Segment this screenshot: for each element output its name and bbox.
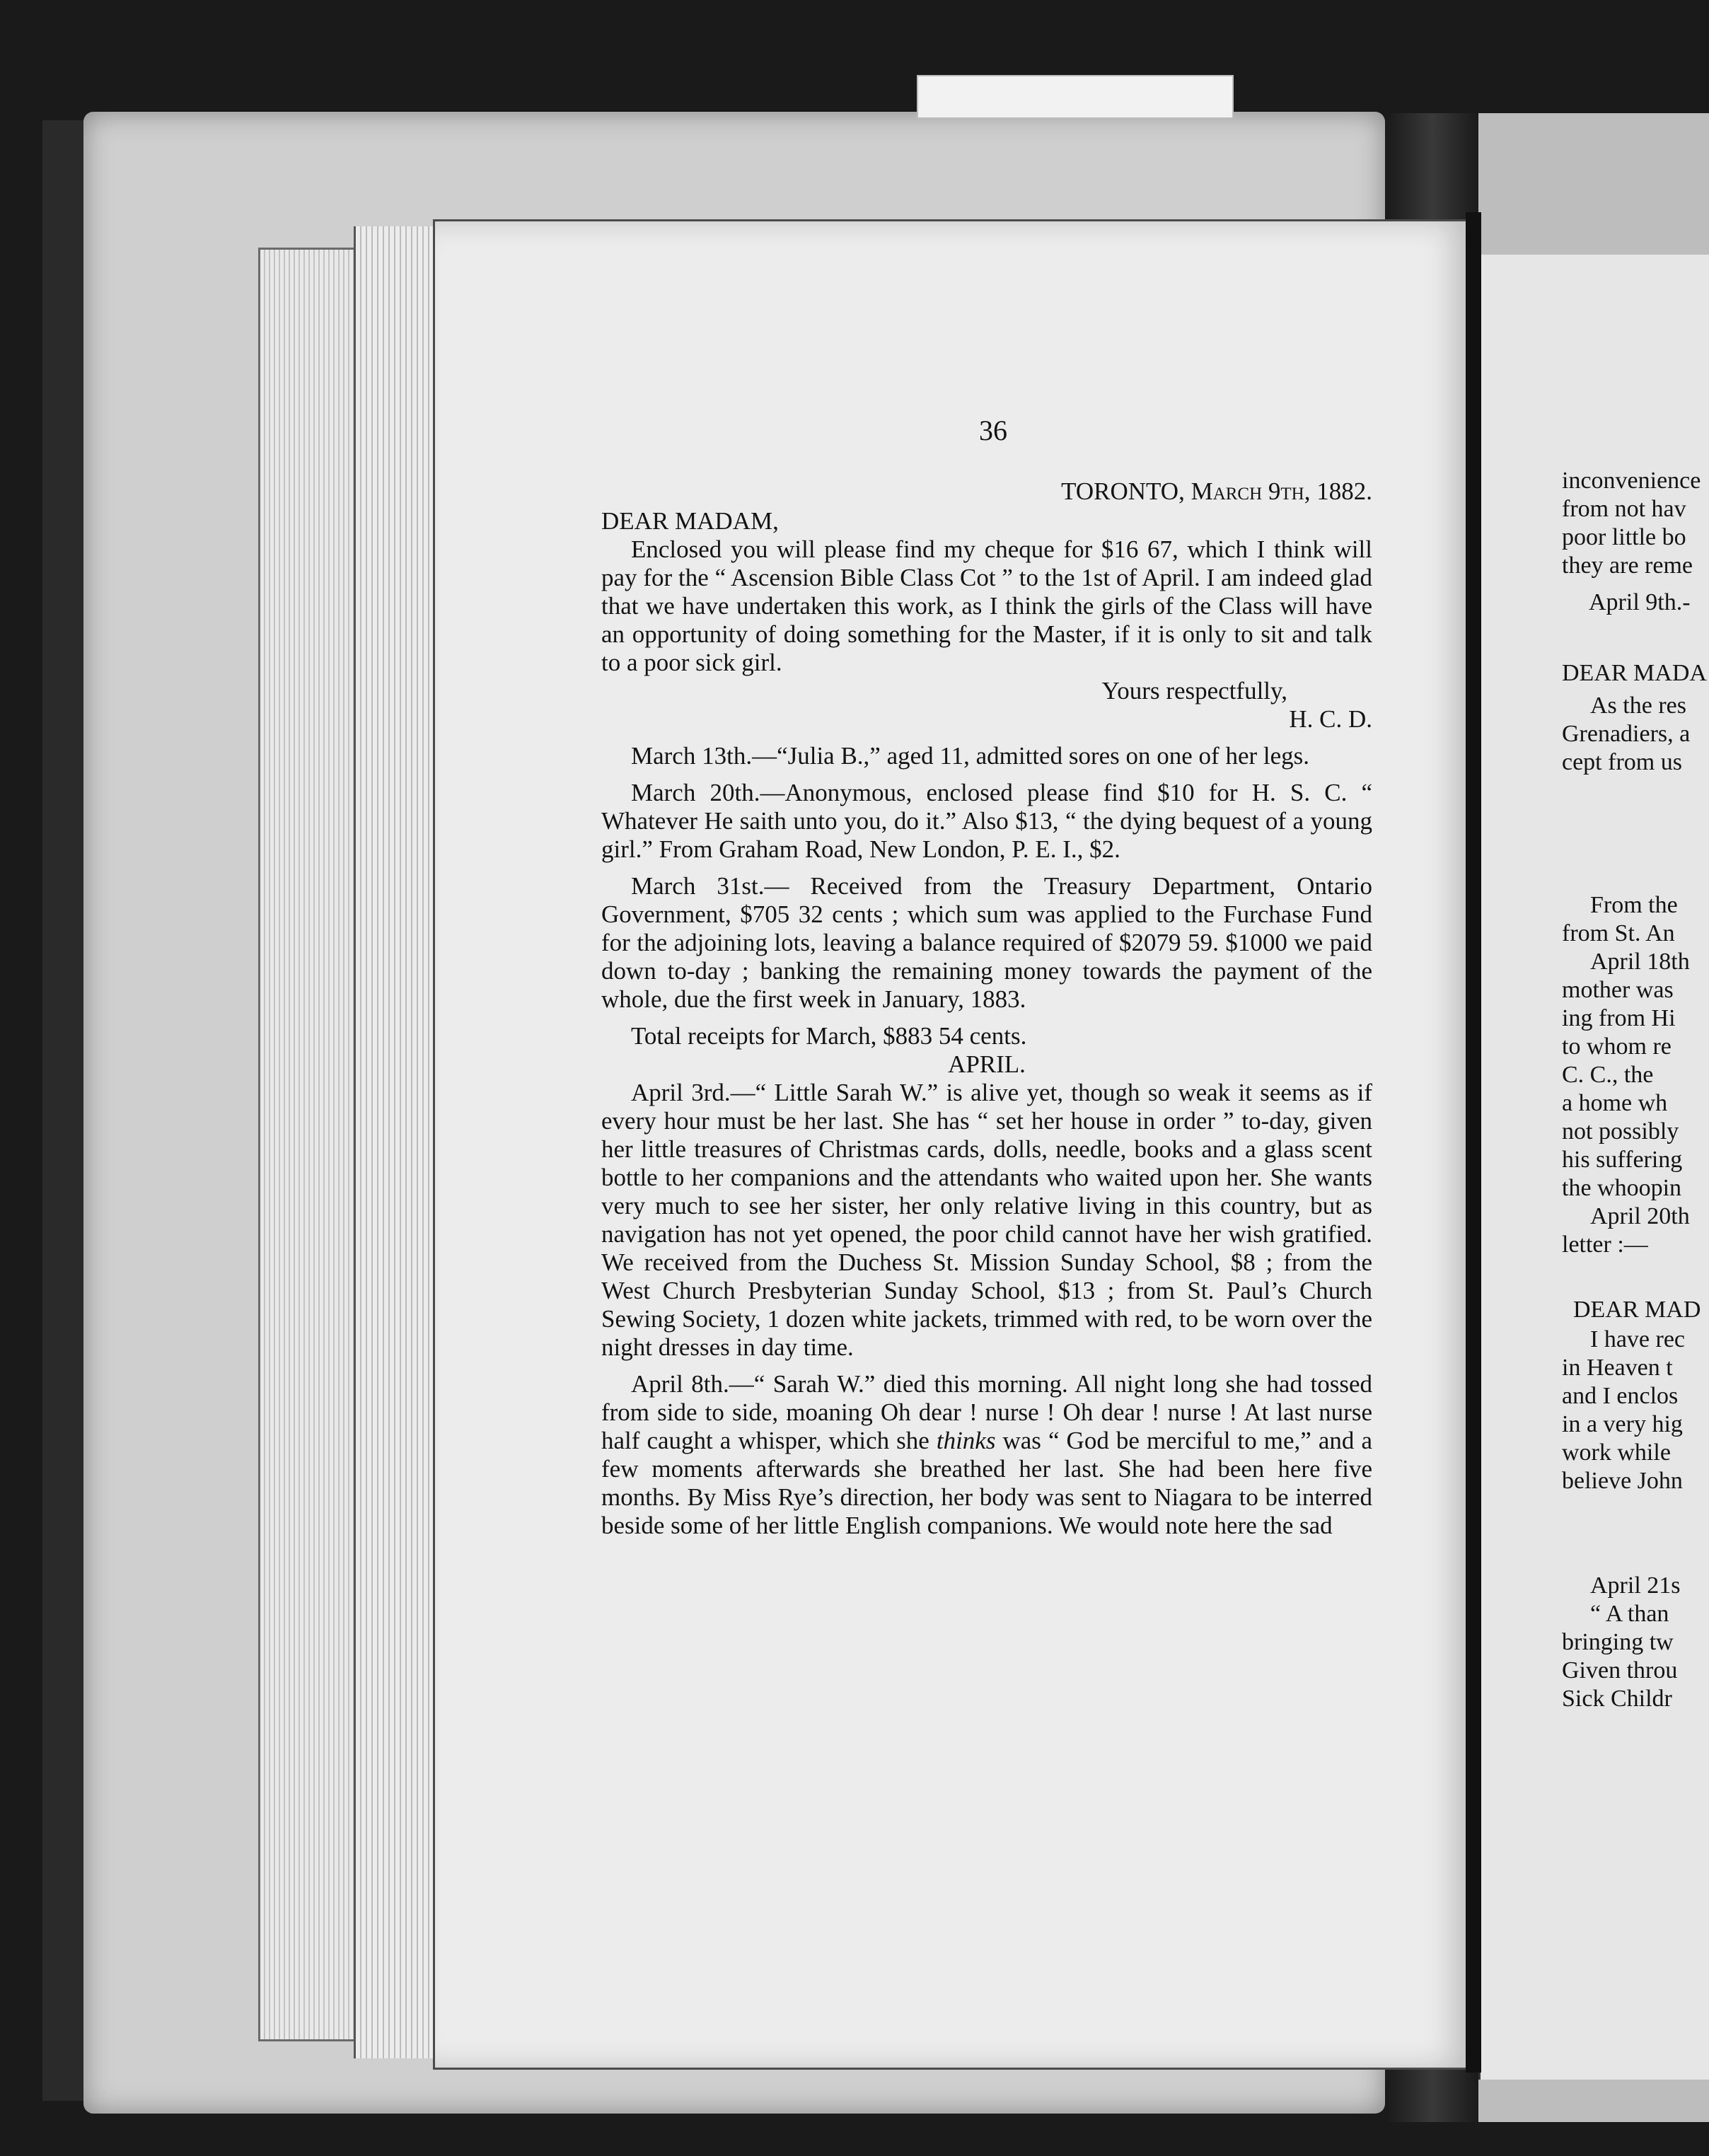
right-line: DEAR MAD	[1573, 1297, 1701, 1323]
entry-april-8-b: was “ God be merciful to me,” and a few moments afterwards she breathed her last. She had been here five months. By Miss Rye’s direction, her body was sent to Niagara to be interred beside some of her little English companions. We would note here the sad	[601, 1427, 1372, 1539]
right-page-lower-lines	[1562, 891, 1709, 1259]
right-line: not possibly	[1562, 1118, 1679, 1144]
entry-march-20: March 20th.—Anonymous, enclosed please find $10 for H. S. C. “ Whatever He saith unto you, do it.” Also $13, “ the dying bequest of a young girl.” From Graham Road, New London, P. E. I., $2.	[601, 779, 1372, 863]
right-line: ing from Hi	[1562, 1005, 1676, 1031]
right-line: “ A than	[1590, 1601, 1669, 1627]
right-line: his suffering	[1562, 1147, 1683, 1173]
right-line: the whoopin	[1562, 1175, 1682, 1201]
letter-signature: H. C. D.	[1289, 705, 1372, 733]
paper-bookmark	[917, 75, 1234, 119]
right-line: mother was	[1562, 977, 1674, 1003]
right-page-mid-lines	[1562, 692, 1709, 777]
right-line: believe John	[1562, 1468, 1683, 1494]
entry-april-8-a: April 8th.—“ Sarah W.” died this morning. All night long she had tossed from side to side, moaning Oh dear ! nurse ! Oh dear ! nurse ! At last nurse half caught a whisper, which she	[601, 1370, 1372, 1454]
section-heading-april: APRIL.	[948, 1050, 1026, 1078]
right-line: Sick Childr	[1562, 1686, 1672, 1712]
right-line: and I enclos	[1562, 1383, 1679, 1409]
right-line: April 21s	[1590, 1572, 1681, 1599]
entry-march-31: March 31st.— Received from the Treasury Department, Ontario Government, $705 32 cents ; which sum was applied to the Furchase Fund for the adjoining lots, leaving a balance required of $2079 59. $1000 we paid down to-day ; banking the remaining money towards the payment of the whole, due the first week in January, 1883.	[601, 872, 1372, 1013]
right-line: C. C., the	[1562, 1062, 1654, 1088]
right-line: in Heaven t	[1562, 1355, 1673, 1381]
right-line: April 20th	[1590, 1203, 1690, 1229]
right-line: As the res	[1590, 692, 1686, 719]
right-line: From the	[1590, 892, 1678, 918]
entry-april-3: April 3rd.—“ Little Sarah W.” is alive yet, though so weak it seems as if every hour must be her last. She has “ set her house in order ” to-day, given her little treasures of Christmas cards, dolls, needle, books and a glass scent bottle to her companions and the attendants who waited upon her. She wants very much to see her sister, her only relative living in this country, but as navigation has not yet opened, the poor child cannot have her wish gratified. We received from the Duchess St. Mission Sunday School, $8 ; from the West Church Presbyterian Sunday School, $13 ; from St. Paul’s Church Sewing Society, 1 dozen white jackets, trimmed with red, to be worn over the night dresses in day time.	[601, 1079, 1372, 1361]
letter-body: Enclosed you will please find my cheque for $16 67, which I think will pay for the “ Ascension Bible Class Cot ” to the 1st of April. I am indeed glad that we have undertaken this work, as I think the girls of the Class will have an opportunity of doing something for the Master, if it is only to sit and talk to a poor sick girl.	[601, 535, 1372, 676]
right-line: April 9th.-	[1589, 589, 1691, 615]
right-page-letter-lines	[1562, 1326, 1709, 1495]
right-line: bringing tw	[1562, 1629, 1674, 1655]
letter-salutation: DEAR MADAM,	[601, 507, 779, 535]
entry-april-8-italic: thinks	[936, 1427, 996, 1454]
right-line: letter :—	[1562, 1231, 1648, 1258]
right-line: in a very hig	[1562, 1411, 1683, 1437]
right-line: DEAR MADA	[1562, 660, 1707, 686]
right-line: from St. An	[1562, 920, 1675, 946]
letter-dateline: TORONTO, March 9th, 1882.	[1061, 477, 1372, 505]
page-text	[601, 410, 1372, 1540]
letter-closing: Yours respectfully,	[1101, 677, 1287, 705]
right-line: from not hav	[1562, 496, 1686, 522]
right-line: they are reme	[1562, 552, 1693, 579]
right-line: cept from us	[1562, 749, 1682, 775]
right-line: Grenadiers, a	[1562, 721, 1691, 747]
right-line: to whom re	[1562, 1033, 1672, 1060]
right-page-salutation-2	[1573, 1296, 1709, 1324]
entry-march-total: Total receipts for March, $883 54 cents.	[631, 1022, 1027, 1050]
right-page-bottom-lines	[1562, 1572, 1709, 1713]
right-line: April 18th	[1590, 949, 1690, 975]
entry-march-13: March 13th.—“Julia B.,” aged 11, admitted sores on one of her legs.	[631, 742, 1310, 770]
right-page-salutation-1	[1562, 659, 1709, 688]
right-line: Given throu	[1562, 1657, 1678, 1683]
page-gutter	[1466, 212, 1481, 2073]
right-line: poor little bo	[1562, 524, 1686, 550]
entry-april-8	[601, 1370, 1372, 1540]
page-number: 36	[979, 415, 1007, 446]
right-page-april9	[1589, 589, 1709, 617]
right-line: a home wh	[1562, 1090, 1668, 1116]
right-line: I have rec	[1590, 1326, 1686, 1352]
right-page-top-lines	[1562, 467, 1709, 580]
right-line: work while	[1562, 1439, 1671, 1466]
right-line: inconvenience	[1562, 468, 1701, 494]
